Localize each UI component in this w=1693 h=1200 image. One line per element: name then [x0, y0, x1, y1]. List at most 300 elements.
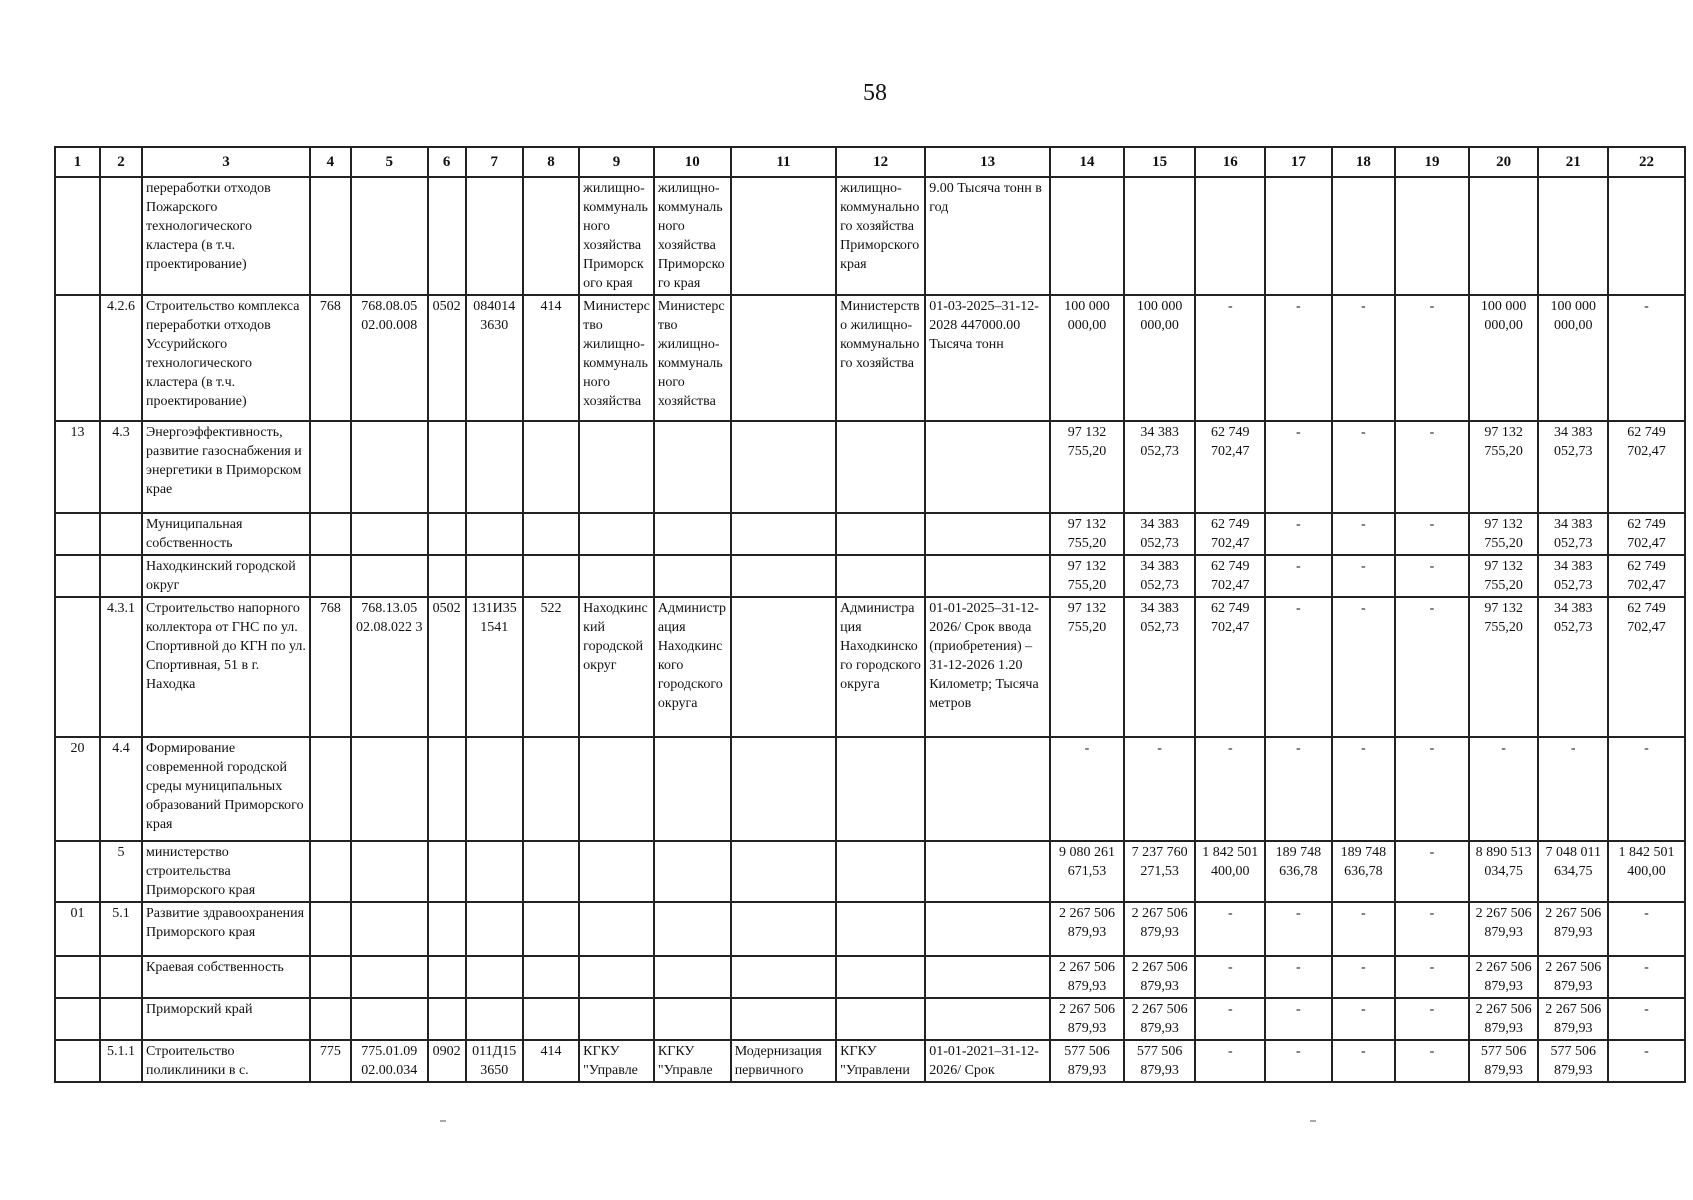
cell-col-17: -: [1265, 421, 1332, 513]
cell-col-11: [731, 841, 836, 902]
cell-col-3: Энергоэффективность, развитие газоснабжения и энергетики в Приморском крае: [142, 421, 310, 513]
cell-col-21: 7 048 011 634,75: [1538, 841, 1608, 902]
cell-col-17: -: [1265, 1040, 1332, 1082]
cell-col-5: [351, 421, 428, 513]
cell-col-2: 5.1.1: [100, 1040, 142, 1082]
cell-col-22: 1 842 501 400,00: [1608, 841, 1685, 902]
cell-col-18: -: [1332, 555, 1395, 597]
column-header-15: 15: [1124, 147, 1196, 177]
header-row: [55, 147, 1685, 177]
cell-col-4: 775: [310, 1040, 351, 1082]
cell-col-4: [310, 177, 351, 295]
cell-col-8: [523, 177, 579, 295]
cell-col-19: -: [1395, 737, 1469, 841]
column-header-21: 21: [1538, 147, 1608, 177]
cell-col-1: [55, 956, 100, 998]
column-header-3: 3: [142, 147, 310, 177]
cell-col-15: [1124, 177, 1196, 295]
cell-col-2: 4.4: [100, 737, 142, 841]
cell-col-21: 2 267 506 879,93: [1538, 902, 1608, 956]
cell-col-19: -: [1395, 998, 1469, 1040]
cell-col-14: 100 000 000,00: [1050, 295, 1124, 421]
cell-col-12: жилищно-коммунального хозяйства Приморского края: [836, 177, 925, 295]
cell-col-8: [523, 513, 579, 555]
cell-col-3: Краевая собственность: [142, 956, 310, 998]
cell-col-10: [654, 998, 731, 1040]
cell-col-12: [836, 956, 925, 998]
cell-col-16: 62 749 702,47: [1195, 597, 1265, 737]
cell-col-2: 4.3: [100, 421, 142, 513]
cell-col-19: -: [1395, 1040, 1469, 1082]
cell-col-4: [310, 513, 351, 555]
cell-col-18: 189 748 636,78: [1332, 841, 1395, 902]
cell-col-5: [351, 956, 428, 998]
cell-col-10: КГКУ "Управле: [654, 1040, 731, 1082]
cell-col-9: [579, 902, 654, 956]
column-header-8: 8: [523, 147, 579, 177]
cell-col-11: [731, 902, 836, 956]
cell-col-2: [100, 956, 142, 998]
cell-col-21: 2 267 506 879,93: [1538, 998, 1608, 1040]
table-row: [55, 1040, 1685, 1082]
cell-col-8: [523, 998, 579, 1040]
cell-col-3: Строительство напорного коллектора от ГНС по ул. Спортивной до КГН по ул. Спортивная, 51 в г. Находка: [142, 597, 310, 737]
cell-col-18: -: [1332, 956, 1395, 998]
cell-col-6: [428, 902, 466, 956]
cell-col-21: 100 000 000,00: [1538, 295, 1608, 421]
cell-col-22: 62 749 702,47: [1608, 421, 1685, 513]
cell-col-22: -: [1608, 956, 1685, 998]
cell-col-2: 5: [100, 841, 142, 902]
budget-table: [54, 146, 1686, 1083]
cell-col-14: 9 080 261 671,53: [1050, 841, 1124, 902]
cell-col-2: 5.1: [100, 902, 142, 956]
cell-col-10: Министерство жилищно-коммунального хозяйства: [654, 295, 731, 421]
cell-col-17: -: [1265, 597, 1332, 737]
cell-col-2: [100, 555, 142, 597]
table-row: [55, 841, 1685, 902]
cell-col-16: 62 749 702,47: [1195, 421, 1265, 513]
cell-col-19: -: [1395, 295, 1469, 421]
cell-col-20: 97 132 755,20: [1469, 421, 1539, 513]
cell-col-16: -: [1195, 998, 1265, 1040]
cell-col-16: 1 842 501 400,00: [1195, 841, 1265, 902]
cell-col-22: -: [1608, 295, 1685, 421]
cell-col-10: [654, 513, 731, 555]
cell-col-20: -: [1469, 737, 1539, 841]
cell-col-8: 414: [523, 1040, 579, 1082]
cell-col-10: [654, 956, 731, 998]
column-header-2: 2: [100, 147, 142, 177]
cell-col-19: -: [1395, 421, 1469, 513]
cell-col-12: [836, 841, 925, 902]
cell-col-21: 577 506 879,93: [1538, 1040, 1608, 1082]
cell-col-1: [55, 998, 100, 1040]
cell-col-3: Строительство поликлиники в с.: [142, 1040, 310, 1082]
cell-col-12: [836, 902, 925, 956]
cell-col-19: [1395, 177, 1469, 295]
cell-col-1: [55, 841, 100, 902]
cell-col-16: -: [1195, 956, 1265, 998]
cell-col-15: 34 383 052,73: [1124, 597, 1196, 737]
cell-col-14: 2 267 506 879,93: [1050, 902, 1124, 956]
cell-col-18: -: [1332, 737, 1395, 841]
cell-col-18: -: [1332, 295, 1395, 421]
cell-col-15: 2 267 506 879,93: [1124, 902, 1196, 956]
cell-col-14: 577 506 879,93: [1050, 1040, 1124, 1082]
cell-col-17: -: [1265, 295, 1332, 421]
cell-col-3: переработки отходов Пожарского технологического кластера (в т.ч. проектирование): [142, 177, 310, 295]
cell-col-10: [654, 737, 731, 841]
cell-col-5: [351, 902, 428, 956]
cell-col-20: 577 506 879,93: [1469, 1040, 1539, 1082]
cell-col-6: [428, 998, 466, 1040]
column-header-11: 11: [731, 147, 836, 177]
cell-col-15: 2 267 506 879,93: [1124, 956, 1196, 998]
cell-col-3: Находкинский городской округ: [142, 555, 310, 597]
cell-col-22: -: [1608, 1040, 1685, 1082]
column-header-1: 1: [55, 147, 100, 177]
cell-col-7: [466, 513, 523, 555]
cell-col-16: [1195, 177, 1265, 295]
cell-col-7: 084014 3630: [466, 295, 523, 421]
cell-col-5: 775.01.09 02.00.034: [351, 1040, 428, 1082]
cell-col-9: Находкинский городской округ: [579, 597, 654, 737]
column-header-12: 12: [836, 147, 925, 177]
column-header-4: 4: [310, 147, 351, 177]
cell-col-16: -: [1195, 1040, 1265, 1082]
cell-col-11: [731, 555, 836, 597]
cell-col-18: [1332, 177, 1395, 295]
cell-col-5: [351, 513, 428, 555]
cell-col-5: [351, 998, 428, 1040]
cell-col-22: 62 749 702,47: [1608, 597, 1685, 737]
table-row: [55, 737, 1685, 841]
cell-col-17: -: [1265, 555, 1332, 597]
page-number: 58: [863, 80, 887, 106]
cell-col-13: 9.00 Тысяча тонн в год: [925, 177, 1050, 295]
cell-col-1: 01: [55, 902, 100, 956]
cell-col-5: [351, 555, 428, 597]
table-row: [55, 513, 1685, 555]
column-header-14: 14: [1050, 147, 1124, 177]
cell-col-21: 34 383 052,73: [1538, 513, 1608, 555]
cell-col-7: [466, 421, 523, 513]
table-row: [55, 998, 1685, 1040]
cell-col-6: [428, 513, 466, 555]
cell-col-16: -: [1195, 737, 1265, 841]
cell-col-6: [428, 555, 466, 597]
cell-col-19: -: [1395, 902, 1469, 956]
cell-col-7: [466, 998, 523, 1040]
cell-col-2: [100, 998, 142, 1040]
cell-col-20: 97 132 755,20: [1469, 597, 1539, 737]
cell-col-18: -: [1332, 1040, 1395, 1082]
scan-mark: [440, 1120, 446, 1122]
cell-col-14: 97 132 755,20: [1050, 555, 1124, 597]
cell-col-22: [1608, 177, 1685, 295]
cell-col-13: [925, 737, 1050, 841]
cell-col-12: [836, 998, 925, 1040]
cell-col-4: [310, 555, 351, 597]
cell-col-21: -: [1538, 737, 1608, 841]
table-row: [55, 421, 1685, 513]
table-row: [55, 597, 1685, 737]
column-header-5: 5: [351, 147, 428, 177]
cell-col-13: [925, 998, 1050, 1040]
cell-col-15: 7 237 760 271,53: [1124, 841, 1196, 902]
cell-col-6: [428, 956, 466, 998]
cell-col-19: -: [1395, 597, 1469, 737]
cell-col-12: [836, 737, 925, 841]
cell-col-14: 2 267 506 879,93: [1050, 998, 1124, 1040]
cell-col-6: [428, 177, 466, 295]
table-row: [55, 177, 1685, 295]
cell-col-8: [523, 555, 579, 597]
cell-col-5: 768.08.05 02.00.008: [351, 295, 428, 421]
cell-col-16: -: [1195, 295, 1265, 421]
column-header-19: 19: [1395, 147, 1469, 177]
cell-col-13: [925, 555, 1050, 597]
cell-col-10: [654, 555, 731, 597]
cell-col-1: 13: [55, 421, 100, 513]
cell-col-16: 62 749 702,47: [1195, 513, 1265, 555]
cell-col-8: [523, 737, 579, 841]
cell-col-2: 4.2.6: [100, 295, 142, 421]
cell-col-12: [836, 555, 925, 597]
cell-col-10: Администрация Находкинского городского округа: [654, 597, 731, 737]
cell-col-22: -: [1608, 998, 1685, 1040]
cell-col-13: [925, 513, 1050, 555]
cell-col-7: [466, 177, 523, 295]
cell-col-4: 768: [310, 597, 351, 737]
cell-col-15: 34 383 052,73: [1124, 555, 1196, 597]
cell-col-3: Муниципальная собственность: [142, 513, 310, 555]
column-header-10: 10: [654, 147, 731, 177]
column-header-13: 13: [925, 147, 1050, 177]
cell-col-4: [310, 902, 351, 956]
cell-col-21: 34 383 052,73: [1538, 555, 1608, 597]
table-row: [55, 555, 1685, 597]
cell-col-3: Строительство комплекса переработки отходов Уссурийского технологического кластера (в т.ч. проектирование): [142, 295, 310, 421]
cell-col-9: [579, 956, 654, 998]
cell-col-13: [925, 421, 1050, 513]
cell-col-14: -: [1050, 737, 1124, 841]
table-row: [55, 902, 1685, 956]
cell-col-20: 2 267 506 879,93: [1469, 902, 1539, 956]
cell-col-19: -: [1395, 555, 1469, 597]
cell-col-6: 0502: [428, 597, 466, 737]
cell-col-2: [100, 177, 142, 295]
cell-col-5: [351, 177, 428, 295]
cell-col-15: 2 267 506 879,93: [1124, 998, 1196, 1040]
cell-col-4: [310, 956, 351, 998]
cell-col-10: жилищно-коммунального хозяйства Приморского края: [654, 177, 731, 295]
cell-col-17: -: [1265, 956, 1332, 998]
cell-col-13: [925, 956, 1050, 998]
cell-col-4: [310, 737, 351, 841]
cell-col-15: 577 506 879,93: [1124, 1040, 1196, 1082]
cell-col-11: [731, 513, 836, 555]
column-header-22: 22: [1608, 147, 1685, 177]
cell-col-1: [55, 1040, 100, 1082]
cell-col-15: 34 383 052,73: [1124, 513, 1196, 555]
cell-col-1: [55, 555, 100, 597]
column-header-17: 17: [1265, 147, 1332, 177]
cell-col-9: КГКУ "Управле: [579, 1040, 654, 1082]
cell-col-18: -: [1332, 421, 1395, 513]
cell-col-1: [55, 295, 100, 421]
cell-col-17: -: [1265, 998, 1332, 1040]
cell-col-16: 62 749 702,47: [1195, 555, 1265, 597]
cell-col-14: 97 132 755,20: [1050, 421, 1124, 513]
column-header-9: 9: [579, 147, 654, 177]
cell-col-3: Приморский край: [142, 998, 310, 1040]
cell-col-18: -: [1332, 902, 1395, 956]
cell-col-22: -: [1608, 902, 1685, 956]
table-row: [55, 956, 1685, 998]
cell-col-11: [731, 998, 836, 1040]
cell-col-8: [523, 841, 579, 902]
cell-col-18: -: [1332, 998, 1395, 1040]
cell-col-8: [523, 421, 579, 513]
cell-col-11: [731, 956, 836, 998]
cell-col-4: [310, 841, 351, 902]
cell-col-17: [1265, 177, 1332, 295]
cell-col-9: [579, 998, 654, 1040]
cell-col-4: [310, 421, 351, 513]
cell-col-17: -: [1265, 902, 1332, 956]
cell-col-8: [523, 956, 579, 998]
cell-col-7: 011Д15 3650: [466, 1040, 523, 1082]
cell-col-19: -: [1395, 841, 1469, 902]
column-header-18: 18: [1332, 147, 1395, 177]
cell-col-7: [466, 737, 523, 841]
cell-col-1: 20: [55, 737, 100, 841]
cell-col-13: 01-03-2025–31-12-2028 447000.00 Тысяча тонн: [925, 295, 1050, 421]
cell-col-13: [925, 841, 1050, 902]
cell-col-3: Развитие здравоохранения Приморского края: [142, 902, 310, 956]
cell-col-13: 01-01-2021–31-12-2026/ Срок: [925, 1040, 1050, 1082]
cell-col-11: [731, 737, 836, 841]
cell-col-20: 97 132 755,20: [1469, 513, 1539, 555]
cell-col-1: [55, 513, 100, 555]
cell-col-7: [466, 841, 523, 902]
cell-col-22: -: [1608, 737, 1685, 841]
cell-col-10: [654, 902, 731, 956]
cell-col-12: КГКУ "Управлени: [836, 1040, 925, 1082]
column-header-20: 20: [1469, 147, 1539, 177]
cell-col-1: [55, 177, 100, 295]
cell-col-17: 189 748 636,78: [1265, 841, 1332, 902]
cell-col-14: [1050, 177, 1124, 295]
cell-col-9: [579, 555, 654, 597]
cell-col-17: -: [1265, 737, 1332, 841]
cell-col-13: [925, 902, 1050, 956]
cell-col-6: 0902: [428, 1040, 466, 1082]
cell-col-18: -: [1332, 513, 1395, 555]
cell-col-9: жилищно-коммунального хозяйства Приморского края: [579, 177, 654, 295]
cell-col-8: 414: [523, 295, 579, 421]
cell-col-11: [731, 177, 836, 295]
cell-col-13: 01-01-2025–31-12-2026/ Срок ввода (приобретения) – 31-12-2026 1.20 Километр; Тысяча метров: [925, 597, 1050, 737]
cell-col-14: 2 267 506 879,93: [1050, 956, 1124, 998]
table-row: [55, 295, 1685, 421]
cell-col-7: [466, 956, 523, 998]
cell-col-4: 768: [310, 295, 351, 421]
column-header-6: 6: [428, 147, 466, 177]
cell-col-7: 131И35 1541: [466, 597, 523, 737]
cell-col-15: 100 000 000,00: [1124, 295, 1196, 421]
cell-col-21: [1538, 177, 1608, 295]
cell-col-6: [428, 421, 466, 513]
cell-col-6: 0502: [428, 295, 466, 421]
cell-col-6: [428, 841, 466, 902]
cell-col-9: [579, 513, 654, 555]
cell-col-19: -: [1395, 956, 1469, 998]
cell-col-20: 2 267 506 879,93: [1469, 998, 1539, 1040]
column-header-7: 7: [466, 147, 523, 177]
cell-col-16: -: [1195, 902, 1265, 956]
cell-col-7: [466, 902, 523, 956]
cell-col-17: -: [1265, 513, 1332, 555]
cell-col-3: Формирование современной городской среды муниципальных образований Приморского края: [142, 737, 310, 841]
cell-col-20: 8 890 513 034,75: [1469, 841, 1539, 902]
cell-col-22: 62 749 702,47: [1608, 513, 1685, 555]
table-body: [55, 177, 1685, 1082]
cell-col-2: [100, 513, 142, 555]
cell-col-7: [466, 555, 523, 597]
cell-col-10: [654, 841, 731, 902]
cell-col-1: [55, 597, 100, 737]
cell-col-19: -: [1395, 513, 1469, 555]
cell-col-15: 34 383 052,73: [1124, 421, 1196, 513]
cell-col-9: Министерство жилищно-коммунального хозяйства: [579, 295, 654, 421]
cell-col-15: -: [1124, 737, 1196, 841]
cell-col-20: 97 132 755,20: [1469, 555, 1539, 597]
cell-col-14: 97 132 755,20: [1050, 513, 1124, 555]
cell-col-21: 2 267 506 879,93: [1538, 956, 1608, 998]
cell-col-22: 62 749 702,47: [1608, 555, 1685, 597]
cell-col-8: [523, 902, 579, 956]
cell-col-11: Модернизация первичного: [731, 1040, 836, 1082]
cell-col-9: [579, 841, 654, 902]
cell-col-20: [1469, 177, 1539, 295]
cell-col-2: 4.3.1: [100, 597, 142, 737]
cell-col-12: [836, 513, 925, 555]
cell-col-4: [310, 998, 351, 1040]
cell-col-12: Министерство жилищно-коммунального хозяйства: [836, 295, 925, 421]
cell-col-11: [731, 295, 836, 421]
cell-col-21: 34 383 052,73: [1538, 597, 1608, 737]
cell-col-5: 768.13.05 02.08.022 3: [351, 597, 428, 737]
cell-col-6: [428, 737, 466, 841]
cell-col-11: [731, 597, 836, 737]
scan-mark: [1310, 1120, 1316, 1122]
cell-col-20: 100 000 000,00: [1469, 295, 1539, 421]
cell-col-12: Администрация Находкинского городского округа: [836, 597, 925, 737]
cell-col-12: [836, 421, 925, 513]
cell-col-8: 522: [523, 597, 579, 737]
cell-col-21: 34 383 052,73: [1538, 421, 1608, 513]
cell-col-9: [579, 737, 654, 841]
cell-col-11: [731, 421, 836, 513]
cell-col-20: 2 267 506 879,93: [1469, 956, 1539, 998]
cell-col-9: [579, 421, 654, 513]
cell-col-14: 97 132 755,20: [1050, 597, 1124, 737]
cell-col-18: -: [1332, 597, 1395, 737]
column-header-16: 16: [1195, 147, 1265, 177]
